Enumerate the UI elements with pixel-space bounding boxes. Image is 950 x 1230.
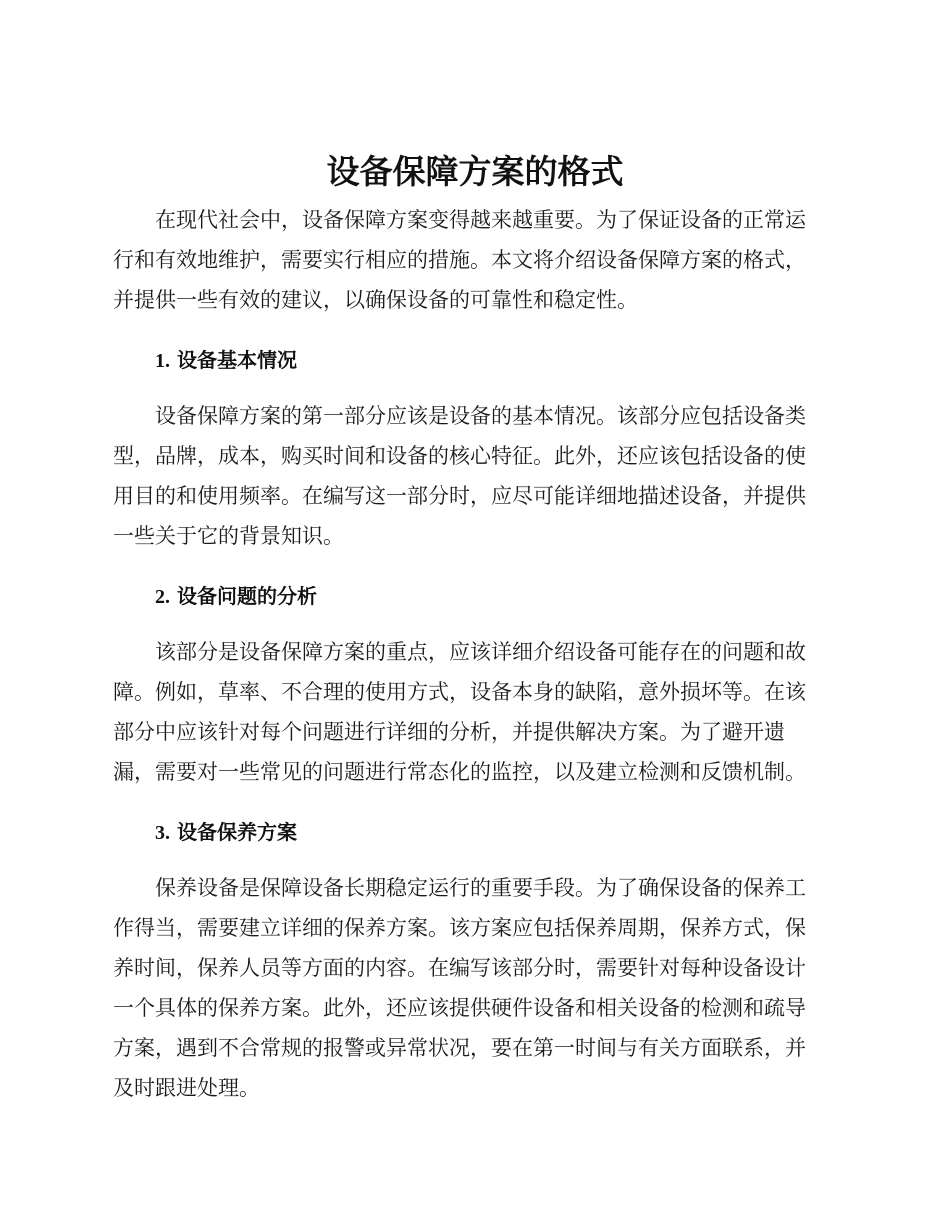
section-2-heading — [155, 580, 755, 613]
intro-line-2: 行和有效地维护，需要实行相应的措施。本文将介绍设备保障方案的格式， — [113, 248, 806, 272]
section-3-line-4: 一个具体的保养方案。此外，还应该提供硬件设备和相关设备的检测和疏导 — [113, 996, 806, 1020]
section-1-line-2: 型，品牌，成本，购买时间和设备的核心特征。此外，还应该包括设备的使 — [113, 444, 806, 468]
section-3-heading — [155, 816, 755, 849]
section-1-line-1: 设备保障方案的第一部分应该是设备的基本情况。该部分应包括设备类 — [155, 404, 806, 428]
section-2-line-2: 障。例如，草率、不合理的使用方式，设备本身的缺陷，意外损坏等。在该 — [113, 680, 806, 704]
section-1-line-4: 一些关于它的背景知识。 — [113, 524, 344, 548]
section-2-line-3: 部分中应该针对每个问题进行详细的分析，并提供解决方案。为了避开遗 — [113, 720, 785, 744]
section-2-title: 设备问题的分析 — [176, 584, 317, 608]
section-2-paragraph — [113, 632, 837, 792]
section-2-line-4: 漏，需要对一些常见的问题进行常态化的监控，以及建立检测和反馈机制。 — [113, 760, 806, 784]
intro-paragraph — [113, 200, 837, 320]
section-1-heading — [155, 344, 755, 377]
section-2-line-1: 该部分是设备保障方案的重点，应该详细介绍设备可能存在的问题和故 — [155, 640, 806, 664]
document-title: 设备保障方案的格式 — [326, 152, 624, 191]
section-3-line-3: 养时间，保养人员等方面的内容。在编写该部分时，需要针对每种设备设计 — [113, 956, 806, 980]
section-2-number: 2. — [155, 586, 170, 608]
section-1-title: 设备基本情况 — [176, 348, 297, 372]
section-3-line-6: 及时跟进处理。 — [113, 1076, 260, 1100]
section-3-title: 设备保养方案 — [176, 820, 297, 844]
section-3-line-2: 作得当，需要建立详细的保养方案。该方案应包括保养周期，保养方式，保 — [113, 916, 806, 940]
section-3-paragraph — [113, 868, 837, 1108]
section-3-line-5: 方案，遇到不合常规的报警或异常状况，要在第一时间与有关方面联系，并 — [113, 1036, 806, 1060]
section-3-line-1: 保养设备是保障设备长期稳定运行的重要手段。为了确保设备的保养工 — [155, 876, 806, 900]
intro-line-1: 在现代社会中，设备保障方案变得越来越重要。为了保证设备的正常运 — [155, 208, 806, 232]
intro-line-3: 并提供一些有效的建议，以确保设备的可靠性和稳定性。 — [113, 288, 638, 312]
section-1-number: 1. — [155, 350, 170, 372]
section-1-paragraph — [113, 396, 837, 556]
section-3-number: 3. — [155, 822, 170, 844]
section-1-line-3: 用目的和使用频率。在编写这一部分时，应尽可能详细地描述设备，并提供 — [113, 484, 806, 508]
